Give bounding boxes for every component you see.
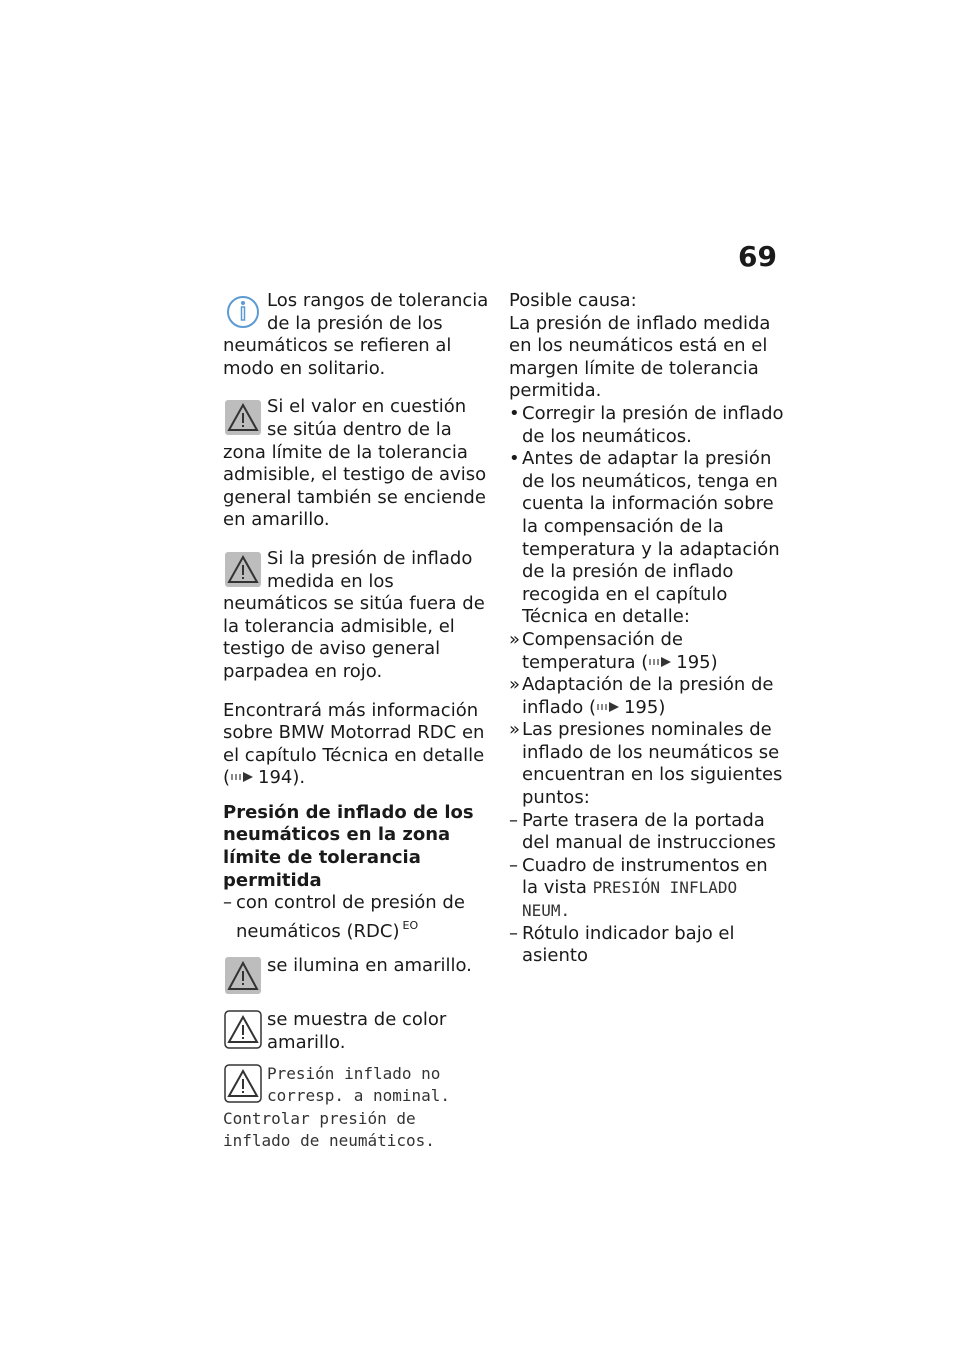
- bullet-text: Corregir la presión de inflado de los neumáticos.: [522, 402, 784, 447]
- page-reference-arrow-icon: [597, 701, 621, 713]
- location-text: Rótulo indicador bajo el asiento: [522, 922, 735, 967]
- location-item: – Rótulo indicador bajo el asiento: [509, 922, 735, 967]
- warning-yellow-text: Si el valor en cuestión se sitúa dentro de la zona límite de la tolerancia admisible, el testigo de aviso general también se enciende en amarillo.: [223, 396, 487, 531]
- location-item: – Parte trasera de la portada del manual de instrucciones: [509, 809, 776, 854]
- warning-red-note: [223, 548, 489, 684]
- reference-text: Adaptación de la presión de inflado: [522, 674, 774, 718]
- reference-item: » Las presiones nominales de inflado de los neumáticos se encuentran en los siguientes puntos:: [509, 719, 783, 809]
- condition-text: con control de presión de neumáticos (RDC): [236, 892, 465, 942]
- display-view-name: PRESIÓN INFLADO NEUM.: [522, 878, 738, 921]
- info-text: Los rangos de tolerancia de la presión de los neumáticos se refieren al modo en solitario.: [223, 290, 489, 379]
- page-reference-arrow-icon: [649, 656, 673, 668]
- yellow-display-note: [223, 1009, 489, 1054]
- list-item: • Corregir la presión de inflado de los neumáticos.: [509, 402, 784, 447]
- bullet-text: Antes de adaptar la presión de los neumáticos, tenga en cuenta la información sobre la compensación de la temperatura y la adaptación de la presión de inflado recogida en el capítulo Técnica en detalle:: [522, 448, 780, 628]
- reference-text: Compensación de temperatura: [522, 628, 683, 673]
- illuminates-note: [223, 955, 489, 997]
- condition-item: – con control de presión de neumáticos (RDC) $^{EO}$: [223, 892, 465, 942]
- warning-triangle-grey-icon: [223, 955, 263, 997]
- section-heading: Presión de inflado de los neumáticos en la zona límite de tolerancia permitida: [223, 801, 474, 891]
- display-message-note: [223, 1063, 489, 1153]
- reference-page[interactable]: 195: [623, 696, 659, 718]
- ref-close-paren: ).: [292, 767, 306, 789]
- reference-page[interactable]: 195: [676, 651, 711, 673]
- illuminates-text: se ilumina en amarillo.: [267, 955, 472, 977]
- ref-open-paren: (: [223, 767, 231, 789]
- location-text: Parte trasera de la portada del manual de instrucciones: [522, 809, 776, 854]
- more-info-paragraph: [223, 700, 489, 790]
- list-item: • Antes de adaptar la presión de los neumáticos, tenga en cuenta la información sobre la compensación de la temperatura y la adaptación de la presión de inflado recogida en el capítulo Técnica en detalle:: [509, 448, 780, 628]
- possible-cause-label: Posible causa:: [509, 290, 637, 311]
- more-info-ref-page[interactable]: 194: [258, 767, 293, 789]
- info-icon: [223, 290, 263, 332]
- reference-item: » Compensación de temperatura ( 195): [509, 628, 718, 673]
- location-item: – Cuadro de instrumentos en la vista PRESIÓN INFLADO NEUM.: [509, 854, 768, 921]
- more-info-text: Encontrará más información sobre BMW Motorrad RDC en el capítulo Técnica en detalle: [223, 699, 485, 766]
- reference-text: Las presiones nominales de inflado de los neumáticos se encuentran en los siguientes puntos:: [522, 719, 783, 809]
- warning-red-text: Si la presión de inflado medida en los neumáticos se sitúa fuera de la tolerancia admisible, el testigo de aviso general parpadea en rojo.: [223, 547, 485, 682]
- page-reference-arrow-icon: [231, 771, 255, 783]
- reference-item: » Adaptación de la presión de inflado ( 195): [509, 674, 774, 718]
- cause-text: La presión de inflado medida en los neumáticos está en el margen límite de tolerancia permitida.: [509, 312, 771, 402]
- display-message-text: Presión inflado no corresp. a nominal. Controlar presión de inflado de neumáticos.: [223, 1063, 451, 1151]
- right-column: [509, 290, 784, 968]
- left-column: [223, 290, 489, 1153]
- warning-yellow-note: [223, 396, 489, 532]
- page-number: 69: [738, 240, 777, 273]
- info-note: [223, 290, 489, 380]
- warning-triangle-grey-icon: [223, 396, 263, 438]
- location-text: Cuadro de instrumentos en la vista: [522, 854, 768, 899]
- yellow-display-text: se muestra de color amarillo.: [267, 1009, 447, 1054]
- warning-triangle-outline-icon: [223, 1009, 263, 1051]
- optional-equipment-badge: EO: [402, 918, 419, 932]
- warning-triangle-grey-icon: [223, 548, 263, 590]
- warning-triangle-outline-icon: [223, 1063, 263, 1105]
